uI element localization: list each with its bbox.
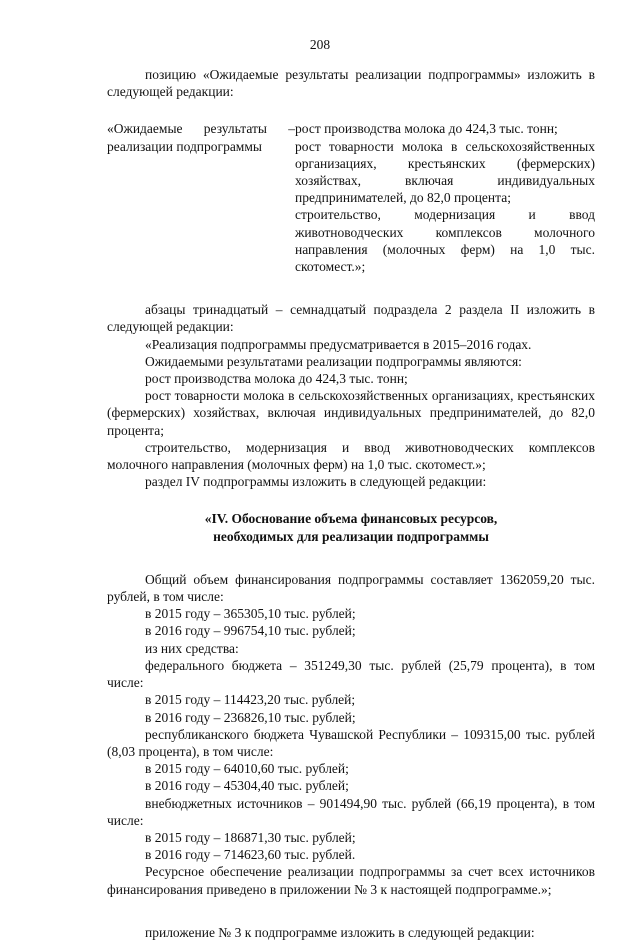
finance-paragraph: федерального бюджета – 351249,30 тыс. рублей (25,79 процента), в том числе: (107, 657, 595, 691)
finance-paragraph: в 2015 году – 114423,20 тыс. рублей; (145, 692, 356, 708)
page-number: 208 (309, 37, 331, 52)
finance-paragraph: республиканского бюджета Чувашской Республики – 109315,00 тыс. рублей (8,03 процента), в том числе: (107, 726, 595, 759)
finance-paragraph: в 2015 году – 365305,10 тыс. рублей; (145, 606, 356, 622)
finance-paragraph: в 2016 году – 45304,40 тыс. рублей; (145, 778, 349, 794)
finance-paragraph: в 2016 году – 996754,10 тыс. рублей; (145, 623, 356, 639)
results-item: рост товарности молока в сельскохозяйственных организациях, крестьянских (фермерских) хозяйствах, включая индивидуальных предпринимателей, до 82,0 процента; (295, 138, 595, 206)
body-paragraph: рост товарности молока в сельскохозяйственных организациях, крестьянских (фермерских) хозяйствах, включая индивидуальных предпринимателей, до 82,0 процента; (107, 388, 595, 438)
body-paragraph: раздел IV подпрограммы изложить в следующей редакции: (145, 474, 487, 490)
document-body (107, 66, 595, 941)
body-paragraph: рост производства молока до 424,3 тыс. тонн; (145, 371, 408, 387)
finance-paragraph: в 2016 году – 714623,60 тыс. рублей. (145, 847, 356, 863)
body-paragraph: строительство, модернизация и ввод животноводческих комплексов молочного направления (молочных ферм) на 1,0 тыс. скотомест.»; (107, 439, 595, 473)
results-table-values (295, 120, 595, 275)
intro-paragraph: позицию «Ожидаемые результаты реализации подпрограммы» изложить в следующей редакции: (107, 67, 595, 100)
closing-paragraph: приложение № 3 к подпрограмме изложить в следующей редакции: (145, 924, 535, 940)
finance-paragraph: в 2016 году – 236826,10 тыс. рублей; (145, 709, 356, 725)
body-paragraph: Ожидаемыми результатами реализации подпрограммы являются: (145, 353, 522, 369)
finance-paragraph: Ресурсное обеспечение реализации подпрограммы за счет всех источников финансирования приведено в приложении № 3 к настоящей подпрограмме.»; (107, 864, 595, 897)
results-item: строительство, модернизация и ввод животноводческих комплексов молочного направления (молочных ферм) на 1,0 тыс. скотомест.»; (295, 207, 595, 275)
body-paragraph: абзацы тринадцатый – семнадцатый подраздела 2 раздела II изложить в следующей редакции: (107, 302, 595, 335)
results-table-label: «Ожидаемые результаты – реализации подпрограммы (107, 121, 295, 154)
finance-paragraph: внебюджетных источников – 901494,90 тыс. рублей (66,19 процента), в том числе: (107, 795, 595, 828)
section-title (107, 510, 595, 544)
finance-paragraph: Общий объем финансирования подпрограммы составляет 1362059,20 тыс. рублей, в том числе: (107, 571, 595, 605)
finance-paragraph: в 2015 году – 186871,30 тыс. рублей; (145, 829, 356, 845)
results-table (107, 120, 595, 275)
section-title-line: «IV. Обоснование объема финансовых ресурсов, (204, 511, 498, 527)
results-item: рост производства молока до 424,3 тыс. тонн; (295, 121, 558, 137)
section-title-line: необходимых для реализации подпрограммы (213, 528, 489, 544)
body-paragraph: «Реализация подпрограммы предусматривается в 2015–2016 годах. (145, 336, 532, 352)
finance-paragraph: в 2015 году – 64010,60 тыс. рублей; (145, 761, 349, 777)
finance-paragraph: из них средства: (145, 640, 239, 656)
